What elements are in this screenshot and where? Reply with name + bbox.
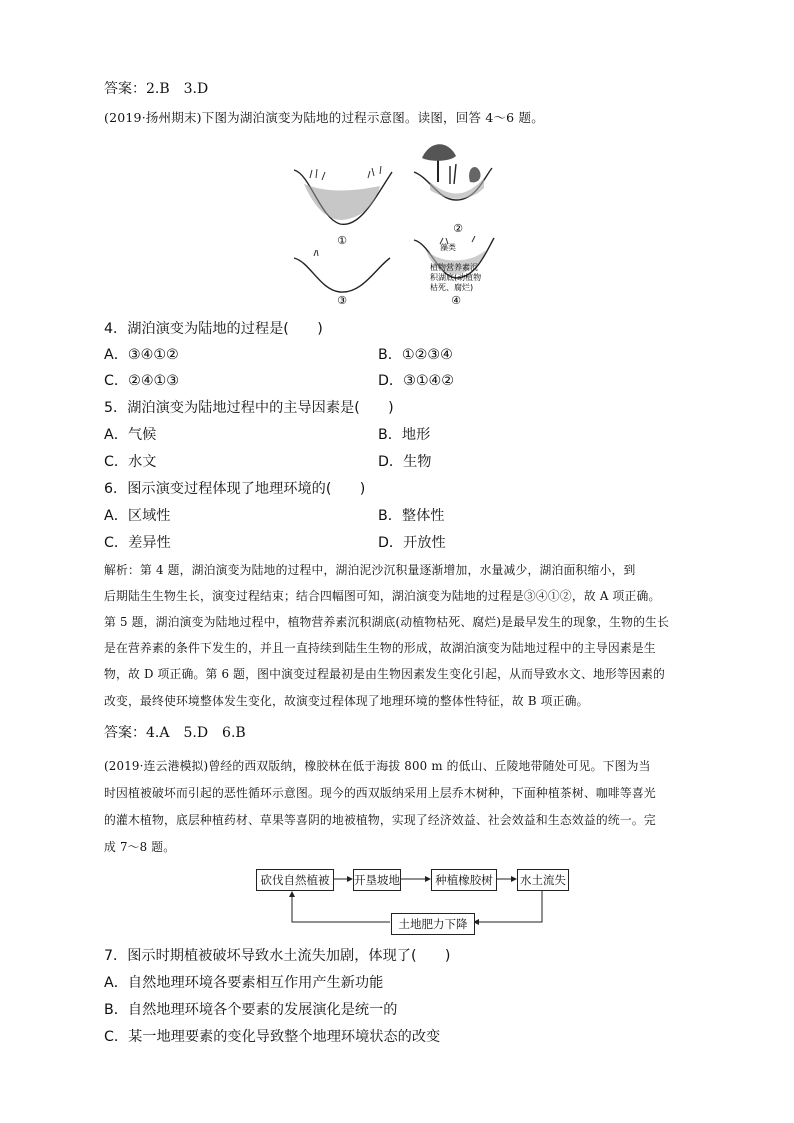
- intro-passage-2-line-2: 时因植被破坏而引起的恶性循环示意图。现今的西双版纳采用上层乔木树种，下面种植茶树、咖啡等喜光: [104, 786, 656, 800]
- q6-option-d: D．开放性: [378, 535, 446, 551]
- answer-line-middle: 答案：4.A 5.D 6.B: [104, 725, 246, 741]
- analysis-line-2: 后期陆生生物生长，演变过程结束；结合四幅图可知，湖泊演变为陆地的过程是③④①②，故 A 项正确。: [104, 589, 661, 603]
- q5-option-b: B．地形: [378, 427, 431, 443]
- q5-option-c: C．水文: [104, 454, 157, 470]
- question-5-stem: 5．湖泊演变为陆地过程中的主导因素是( ): [104, 400, 394, 416]
- basin-2-diagram: [414, 144, 492, 200]
- figure4-algae-label: 藻类: [440, 243, 456, 252]
- figure-label-4: ④: [451, 294, 461, 307]
- flow-box-fertility-decline: 土地肥力下降: [391, 913, 475, 935]
- figure4-annotation-line-2: 积湖底(动植物: [430, 273, 482, 282]
- basin-1-diagram: [294, 166, 392, 224]
- answer-line-top: 答案：2.B 3.D: [104, 81, 209, 97]
- q6-option-a: A．区域性: [104, 508, 171, 524]
- flow-box-reclaim-slopes: 开垦坡地: [353, 869, 401, 891]
- analysis-line-4: 是在营养素的条件下发生的，并且一直持续到陆生生物的形成，故湖泊演变为陆地过程中的主导因素是生: [104, 641, 656, 655]
- q4-option-a: A．③④①②: [104, 347, 179, 363]
- q7-option-b: B．自然地理环境各个要素的发展演化是统一的: [104, 1002, 398, 1018]
- question-4-stem: 4．湖泊演变为陆地的过程是( ): [104, 321, 323, 337]
- q5-option-d: D．生物: [378, 454, 432, 470]
- intro-passage-2-line-1: (2019·连云港模拟)曾经的西双版纳，橡胶林在低于海拔 800 m 的低山、丘陵地带随处可见。下图为当: [104, 759, 651, 773]
- q6-option-b: B．整体性: [378, 508, 445, 524]
- intro-passage-1: (2019·扬州期末)下图为湖泊演变为陆地的过程示意图。读图，回答 4～6 题。: [104, 110, 544, 125]
- intro-passage-2-line-3: 的灌木植物，底层种植药材、草果等喜阴的地被植物，实现了经济效益、社会效益和生态效益的统一。完: [104, 813, 656, 827]
- q4-option-b: B．①②③④: [378, 347, 453, 363]
- analysis-line-3: 第 5 题，湖泊演变为陆地过程中，植物营养素沉积湖底(动植物枯死、腐烂)是最早发生的现象，生物的生长: [104, 615, 670, 629]
- analysis-line-5: 物，故 D 项正确。第 6 题，图中演变过程最初是由生物因素发生变化引起，从而导致水文、地形等因素的: [104, 667, 666, 681]
- q5-option-a: A．气候: [104, 427, 157, 443]
- question-7-stem: 7．图示时期植被破坏导致水土流失加剧，体现了( ): [104, 948, 451, 964]
- figure4-annotation-line-1: 植物营养素沉: [430, 263, 478, 272]
- question-6-stem: 6．图示演变过程体现了地理环境的( ): [104, 481, 366, 497]
- figure-label-2: ②: [453, 222, 463, 235]
- q4-option-d: D．③①④②: [378, 373, 454, 389]
- flow-box-soil-erosion: 水土流失: [517, 869, 569, 891]
- intro-passage-2-line-4: 成 7～8 题。: [104, 840, 176, 854]
- q7-option-c: C．某一地理要素的变化导致整个地理环境状态的改变: [104, 1029, 441, 1045]
- lake-evolution-figure: [280, 138, 580, 308]
- figure-label-3: ③: [337, 294, 347, 307]
- flow-box-deforestation: 砍伐自然植被: [256, 869, 334, 891]
- figure-label-1: ①: [337, 234, 347, 247]
- q4-option-c: C．②④①③: [104, 373, 179, 389]
- analysis-line-1: 解析：第 4 题，湖泊演变为陆地的过程中，湖泊泥沙沉积量逐渐增加，水量减少，湖泊面积缩小，到: [104, 563, 636, 577]
- basin-3-diagram: [294, 250, 390, 292]
- q7-option-a: A．自然地理环境各要素相互作用产生新功能: [104, 975, 384, 991]
- analysis-line-6: 改变，最终使环境整体发生变化，故演变过程体现了地理环境的整体性特征，故 B 项正确。: [104, 694, 589, 708]
- flow-box-plant-rubber: 种植橡胶树: [431, 869, 497, 891]
- q6-option-c: C．差异性: [104, 535, 171, 551]
- figure4-annotation-line-3: 枯死、腐烂): [430, 283, 474, 292]
